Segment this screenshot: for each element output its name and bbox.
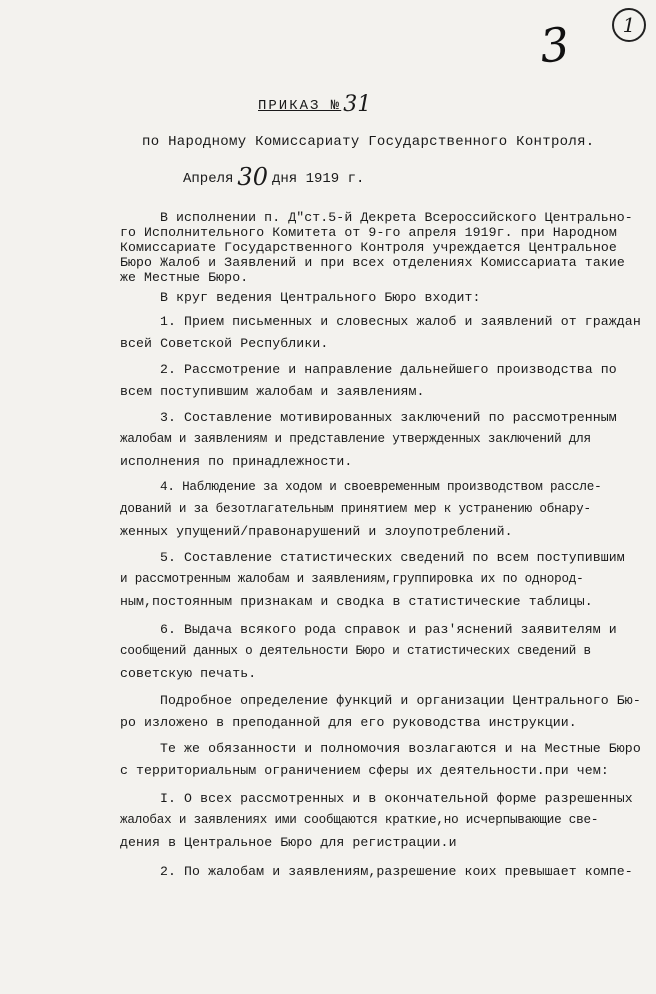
body-line: 4. Наблюдение за ходом и своевременным производством рассле- xyxy=(160,480,602,494)
date-month: Апреля xyxy=(183,171,234,187)
order-subtitle: по Народному Комиссариату Государственного Контроля. xyxy=(142,134,595,150)
body-line: го Исполнительного Комитета от 9-го апреля 1919г. при Народном xyxy=(120,225,617,240)
body-line: всем поступившим жалобам и заявлениям. xyxy=(120,384,425,399)
body-line: советскую печать. xyxy=(120,666,257,681)
body-line: В круг ведения Центрального Бюро входит: xyxy=(160,290,481,305)
order-title-label: ПРИКАЗ № xyxy=(258,98,342,114)
body-line: 3. Составление мотивированных заключений по рассмотренным xyxy=(160,410,617,425)
body-line: ным,постоянным признакам и сводка в статистические таблицы. xyxy=(120,594,593,609)
body-line: жалобам и заявлениям и представление утвержденных заключений для xyxy=(120,432,591,446)
body-line: дения в Центральное Бюро для регистрации.и xyxy=(120,835,457,850)
circled-sheet-number: 1 xyxy=(612,8,646,42)
order-number-handwritten: 31 xyxy=(343,92,372,117)
order-date xyxy=(183,163,364,191)
body-line: 5. Составление статистических сведений по всем поступившим xyxy=(160,550,625,565)
body-line: жалобах и заявлениях ими сообщаются краткие,но исчерпывающие све- xyxy=(120,813,599,827)
date-day-handwritten: 30 xyxy=(237,163,268,191)
body-line: и рассмотренным жалобам и заявлениям,группировка их по однород- xyxy=(120,572,584,586)
body-line: ро изложено в преподанной для его руководства инструкции. xyxy=(120,715,577,730)
body-line: 2. По жалобам и заявлениям,разрешение коих превышает компе- xyxy=(160,864,633,879)
handwritten-page-number: 3 xyxy=(537,16,573,74)
body-line: Те же обязанности и полномочия возлагаются и на Местные Бюро xyxy=(160,741,641,756)
body-line: I. О всех рассмотренных и в окончательной форме разрешенных xyxy=(160,791,633,806)
body-line: женных упущений/правонарушений и злоупотреблений. xyxy=(120,524,513,539)
body-line: В исполнении п. Д"ст.5-й Декрета Всероссийского Центрально- xyxy=(160,210,633,225)
body-line: 1. Прием письменных и словесных жалоб и заявлений от граждан xyxy=(160,314,641,329)
body-line: 6. Выдача всякого рода справок и раз'яснений заявителям и xyxy=(160,622,617,637)
body-line: Комиссариате Государственного Контроля учреждается Центральное xyxy=(120,240,617,255)
body-line: исполнения по принадлежности. xyxy=(120,454,353,469)
body-line: Подробное определение функций и организации Центрального Бю- xyxy=(160,693,641,708)
body-line: 2. Рассмотрение и направление дальнейшего производства по xyxy=(160,362,617,377)
date-year: дня 1919 г. xyxy=(271,171,365,187)
order-title xyxy=(258,92,371,117)
body-line: дований и за безотлагательным принятием мер к устранению обнару- xyxy=(120,502,591,516)
body-line: всей Советской Республики. xyxy=(120,336,329,351)
body-line: сообщений данных о деятельности Бюро и статистических сведений в xyxy=(120,644,591,658)
body-line: же Местные Бюро. xyxy=(120,270,249,285)
body-line: Бюро Жалоб и Заявлений и при всех отделениях Комиссариата такие xyxy=(120,255,625,270)
body-line: с территориальным ограничением сферы их деятельности.при чем: xyxy=(120,763,609,778)
